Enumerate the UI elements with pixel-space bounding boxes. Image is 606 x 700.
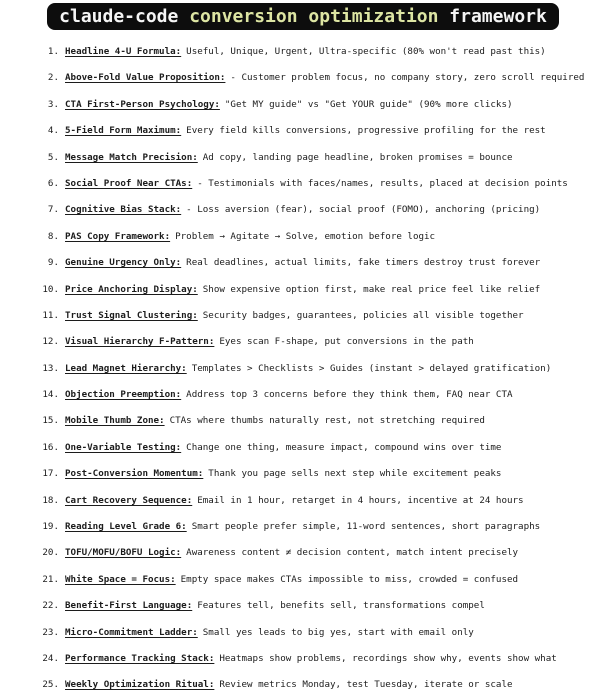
list-item	[33, 356, 606, 382]
item-label: White Space = Focus:	[65, 573, 176, 585]
item-number: 15.	[42, 415, 59, 427]
item-label: Genuine Urgency Only:	[65, 257, 182, 269]
list-item	[33, 92, 606, 118]
item-number: 16.	[42, 441, 59, 453]
item-description: Every field kills conversions, progressive profiling for the rest	[186, 125, 546, 137]
item-number: 3.	[47, 98, 59, 110]
item-label: Benefit-First Language:	[65, 600, 193, 612]
item-label: Message Match Precision:	[65, 151, 198, 163]
item-description: Review metrics Monday, test Tuesday, iterate or scale	[219, 679, 513, 691]
title-bar	[0, 0, 606, 31]
item-label: Mobile Thumb Zone:	[65, 415, 165, 427]
item-number: 25.	[42, 679, 59, 691]
list-item	[33, 382, 606, 408]
list-item	[33, 118, 606, 144]
list-item	[33, 540, 606, 566]
item-description: - Testimonials with faces/names, results, placed at decision points	[197, 177, 568, 189]
list-item	[33, 567, 606, 593]
item-description: - Customer problem focus, no company story, zero scroll required	[230, 72, 585, 84]
list-item	[33, 593, 606, 619]
item-label: Cart Recovery Sequence:	[65, 494, 193, 506]
item-number: 9.	[47, 257, 59, 269]
item-description: Empty space makes CTAs impossible to miss, crowded = confused	[180, 573, 519, 585]
item-label: Price Anchoring Display:	[65, 283, 198, 295]
item-label: Above-Fold Value Proposition:	[65, 72, 226, 84]
item-number: 20.	[42, 547, 59, 559]
item-description: Address top 3 concerns before they think them, FAQ near CTA	[186, 389, 513, 401]
title-accent: conversion optimization	[189, 6, 439, 27]
item-label: Performance Tracking Stack:	[65, 652, 215, 664]
list-item	[33, 620, 606, 646]
item-description: Features tell, benefits sell, transformations compel	[197, 600, 485, 612]
item-number: 14.	[42, 389, 59, 401]
item-description: Show expensive option first, make real price feel like relief	[202, 283, 541, 295]
item-description: - Loss aversion (fear), social proof (FOMO), anchoring (pricing)	[186, 204, 541, 216]
framework-list	[0, 39, 606, 699]
list-item	[33, 329, 606, 355]
list-item	[33, 672, 606, 698]
item-number: 21.	[42, 573, 59, 585]
item-number: 2.	[47, 72, 59, 84]
item-description: CTAs where thumbs naturally rest, not stretching required	[169, 415, 485, 427]
item-description: Thank you page sells next step while excitement peaks	[208, 468, 502, 480]
item-description: Templates > Checklists > Guides (instant > delayed gratification)	[191, 362, 552, 374]
item-number: 23.	[42, 626, 59, 638]
item-number: 18.	[42, 494, 59, 506]
item-label: Trust Signal Clustering:	[65, 309, 198, 321]
list-item	[33, 461, 606, 487]
item-number: 11.	[42, 309, 59, 321]
item-description: Problem → Agitate → Solve, emotion before logic	[175, 230, 436, 242]
item-number: 12.	[42, 336, 59, 348]
item-number: 7.	[47, 204, 59, 216]
item-description: Smart people prefer simple, 11-word sentences, short paragraphs	[191, 521, 541, 533]
item-description: Small yes leads to big yes, start with email only	[202, 626, 474, 638]
item-description: Real deadlines, actual limits, fake timers destroy trust forever	[186, 257, 541, 269]
item-number: 4.	[47, 125, 59, 137]
item-label: Social Proof Near CTAs:	[65, 177, 193, 189]
item-description: Change one thing, measure impact, compound wins over time	[186, 441, 502, 453]
list-item	[33, 39, 606, 65]
item-label: Headline 4-U Formula:	[65, 46, 182, 57]
item-number: 10.	[42, 283, 59, 295]
item-number: 24.	[42, 652, 59, 664]
item-number: 17.	[42, 468, 59, 480]
item-description: Eyes scan F-shape, put conversions in the path	[219, 336, 474, 348]
item-description: Ad copy, landing page headline, broken promises = bounce	[202, 151, 513, 163]
item-number: 8.	[47, 230, 59, 242]
list-item	[33, 224, 606, 250]
item-label: Reading Level Grade 6:	[65, 521, 187, 533]
item-label: 5-Field Form Maximum:	[65, 125, 182, 137]
title-suffix: framework	[449, 6, 547, 27]
item-description: Email in 1 hour, retarget in 4 hours, incentive at 24 hours	[197, 494, 524, 506]
item-description: Useful, Unique, Urgent, Ultra-specific (80% won't read past this)	[186, 46, 546, 57]
list-item	[33, 65, 606, 91]
list-item	[33, 145, 606, 171]
list-item	[33, 435, 606, 461]
item-number: 19.	[42, 521, 59, 533]
item-number: 13.	[42, 362, 59, 374]
item-label: Micro-Commitment Ladder:	[65, 626, 198, 638]
item-label: Post-Conversion Momentum:	[65, 468, 204, 480]
list-item	[33, 514, 606, 540]
page-title	[47, 3, 559, 30]
item-description: Awareness content ≠ decision content, match intent precisely	[186, 547, 519, 559]
item-description: Heatmaps show problems, recordings show why, events show what	[219, 652, 557, 664]
list-item	[33, 408, 606, 434]
list-item	[33, 171, 606, 197]
title-prefix: claude-code	[59, 6, 179, 27]
list-item	[33, 197, 606, 223]
list-item	[33, 303, 606, 329]
item-label: One-Variable Testing:	[65, 441, 182, 453]
item-label: Visual Hierarchy F-Pattern:	[65, 336, 215, 348]
item-label: Cognitive Bias Stack:	[65, 204, 182, 216]
item-number: 6.	[47, 177, 59, 189]
item-description: "Get MY guide" vs "Get YOUR guide" (90% more clicks)	[224, 98, 513, 110]
item-label: Weekly Optimization Ritual:	[65, 679, 215, 691]
list-item	[33, 488, 606, 514]
item-label: TOFU/MOFU/BOFU Logic:	[65, 547, 182, 559]
list-item	[33, 277, 606, 303]
item-label: CTA First-Person Psychology:	[65, 98, 220, 110]
list-item	[33, 250, 606, 276]
item-number: 1.	[47, 46, 59, 57]
item-label: PAS Copy Framework:	[65, 230, 171, 242]
item-label: Lead Magnet Hierarchy:	[65, 362, 187, 374]
item-description: Security badges, guarantees, policies all visible together	[202, 309, 524, 321]
item-label: Objection Preemption:	[65, 389, 182, 401]
item-number: 5.	[47, 151, 59, 163]
item-number: 22.	[42, 600, 59, 612]
list-item	[33, 646, 606, 672]
